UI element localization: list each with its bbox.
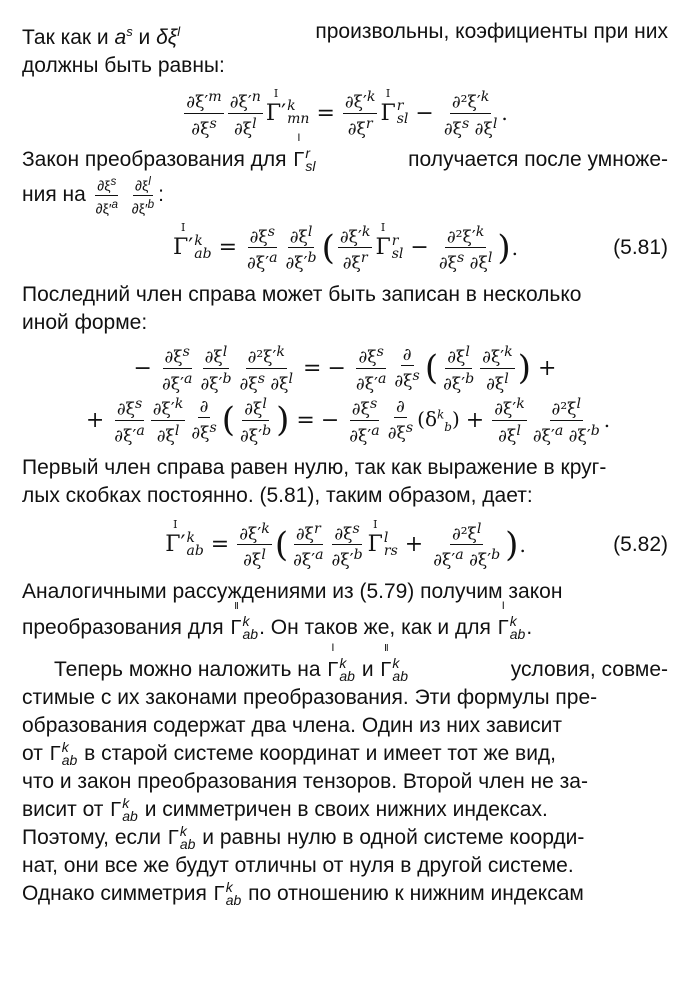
text-span: Аналогичными рассуждениями из (5.79) получим закон [22,579,563,603]
text-span: должны быть равны: [22,54,225,77]
text-span: что и закон преобразования тензоров. Второй член не за- [22,769,588,793]
text-span: . Он таков же, как и для [259,615,491,639]
text-span: и равны нулю в одной системе коорди- [202,825,585,849]
text-span: условия, совме- [510,657,668,681]
text-span: и [361,657,374,681]
text-span: нат, они все же будут отличны от нуля в другой системе. [22,853,574,877]
text-span: и [138,26,151,49]
equation-rewrite-line-1: − $\frac{\partial\xi^s}{\partial\xi'^a}$ $\frac{\partial\xi^l}{\partial\xi'^b}$ $\frac{\partial^2\xi'^k}{\partial\xi^s \partial\xi^l}$ = − $\frac{\partial\xi^s}{\partial\xi'^a}$ $\frac{\partial}{\partial\xi^s}$ ( $\frac{\partial\xi^l}{\partial\xi'^b}$ $\frac{\partial\xi'^k}{\partial\xi^l}$ ) + [133,343,557,395]
text-span: образования содержат два члена. Один из них зависит [22,713,563,737]
text-span: стимые с их законами преобразования. Эти формулы пре- [22,685,598,709]
text-span: получается после умноже- [408,148,668,172]
text-span: от [22,741,43,765]
text-span: Поэтому, если [22,825,161,849]
text-span: Теперь можно наложить на [54,657,321,681]
paragraph-5: Аналогичными рассуждениями из (5.79) получим закон преобразования для Γ II k ab . Он таков же, как и для Γ I k ab . [22,579,563,642]
text-span: ния на [22,183,86,207]
equation-5-82: Γ′ I k ab = $\frac{\partial\xi'^k}{\partial\xi^l}$ ( $\frac{\partial\xi^r}{\partial\xi'^a}$ $\frac{\partial\xi^s}{\partial\xi'^b}$ Γ I l rs + $\frac{\partial^2\xi^l}{\partial\xi'^a \partial\xi'^b}$ ) . (5.82) [165,518,668,571]
paragraph-4 [22,454,668,510]
text-span: Однако симметрия [22,881,207,905]
paragraph-6: Теперь можно наложить на Γ I k ab и Γ II k ab условия, совме- стимые с их законами преобразования. Эти формулы пре- образования содержат два члена. Один из них зависит от Γ k ab в старой системе координат и имеет тот же вид, что и закон преобразования тензоров. Второй член не за- висит от Γ k ab и симметричен в своих нижних индексах. Поэтому, если Γ k ab и равны нулю в одной системе коорди- нат, они все же будут отличны от нуля в другой системе. Однако симметрия Γ k ab по отношению к нижним индексам [22,641,668,908]
text-span: висит от [22,797,104,821]
text-span: в старой системе координат и имеет тот же вид, [84,741,557,765]
text-span: иной форме: [22,310,148,334]
equation-5-81: Γ′ I k ab = $\frac{\partial\xi^s}{\partial\xi'^a}$ $\frac{\partial\xi^l}{\partial\xi'^b}$ ( $\frac{\partial\xi'^k}{\partial\xi^r}$ Γ I r sl − $\frac{\partial^2\xi'^k}{\partial\xi^s \partial\xi^l}$ ) . (5.81) [173,221,668,274]
equation-rewrite-line-2: + $\frac{\partial\xi^s}{\partial\xi'^a}$ $\frac{\partial\xi'^k}{\partial\xi^l}$ $\frac{\partial}{\partial\xi^s}$ ( $\frac{\partial\xi^l}{\partial\xi'^b}$ ) = − $\frac{\partial\xi^s}{\partial\xi'^a}$ $\frac{\partial}{\partial\xi^s}$ $(\delta^k_b)$ + $\frac{\partial\xi'^k}{\partial\xi^l}$ $\frac{\partial^2\xi^l}{\partial\xi'^a \partial\xi'^b}$ . [85,396,611,447]
text-span: произвольны, коэфициенты при них [315,20,668,43]
equation-number: (5.81) [613,235,668,259]
text-span: преобразования для [22,615,224,639]
text-span: Первый член справа равен нулю, так как выражение в круг- [22,455,607,479]
text-span: и симметричен в своих нижних индексах. [144,797,548,821]
text-span: лых скобках постоянно. (5.81), таким образом, дает: [22,483,533,507]
paragraph-1: Так как и $a^s$ и $\delta\xi^l$ произвольны, коэфициенты при них должны быть равны: [22,20,668,77]
text-span: Последний член справа может быть записан в несколько [22,282,582,306]
paragraph-3 [22,281,668,337]
text-span: Так как и [22,26,109,49]
text-span: Закон преобразования для [22,148,287,172]
equation-coefficients: $\frac{\partial\xi'^m}{\partial\xi^s}$ $\frac{\partial\xi'^n}{\partial\xi^l}$ Γ′ I k mn = $\frac{\partial\xi'^k}{\partial\xi^r}$ Γ I r sl − $\frac{\partial^2\xi'^k}{\partial\xi^s \partial\xi^l}$ . [186,86,508,140]
paragraph-2: Закон преобразования для Γ I r sl получается после умноже- ния на $\frac{\partial\xi^s}{\partial\xi'^a}$ $\frac{\partial\xi^l}{\partial\xi'^b}$ : [22,132,668,217]
equation-number: (5.82) [613,532,668,556]
text-span: по отношению к нижним индексам [248,881,584,905]
